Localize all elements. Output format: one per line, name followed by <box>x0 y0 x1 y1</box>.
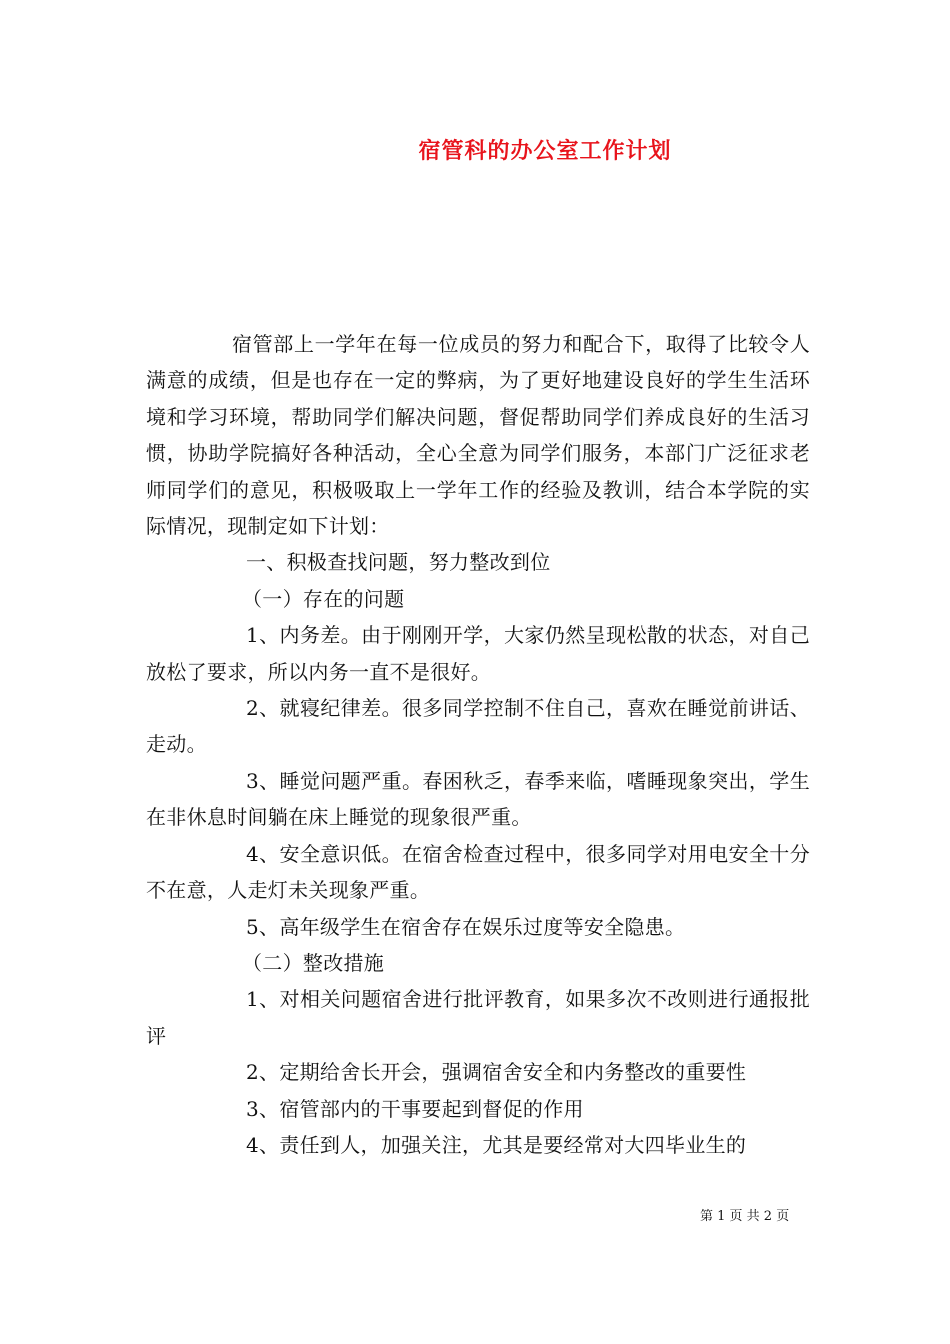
intro-paragraph: 宿管部上一学年在每一位成员的努力和配合下，取得了比较令人满意的成绩，但是也存在一定的弊病，为了更好地建设良好的学生生活环境和学习环境，帮助同学们解决问题，督促帮助同学们养成良好的生活习惯，协助学院搞好各种活动，全心全意为同学们服务，本部门广泛征求老师同学们的意见，积极吸取上一学年工作的经验及教训，结合本学院的实际情况，现制定如下计划： <box>146 332 810 539</box>
measure-item: 4、责任到人，加强关注，尤其是要经常对大四毕业生的 <box>246 1132 747 1157</box>
measure-item: 1、对相关问题宿舍进行批评教育，如果多次不改则进行通报批评 <box>146 987 810 1048</box>
section-heading: 一、积极查找问题，努力整改到位 <box>246 550 551 575</box>
problem-item: 5、高年级学生在宿舍存在娱乐过度等安全隐患。 <box>246 914 686 939</box>
document-title: 宿管科的办公室工作计划 <box>418 138 672 164</box>
problem-item: 2、就寝纪律差。很多同学控制不住自己，喜欢在睡觉前讲话、走动。 <box>146 696 810 757</box>
problem-item: 3、睡觉问题严重。春困秋乏，春季来临，嗜睡现象突出，学生在非休息时间躺在床上睡觉的现象很严重。 <box>146 768 810 830</box>
document-body <box>146 326 810 1163</box>
problem-item: 1、内务差。由于刚刚开学，大家仍然呈现松散的状态，对自己放松了要求，所以内务一直不是很好。 <box>146 623 810 684</box>
page-number: 第 1 页 共 2 页 <box>700 1209 790 1224</box>
measure-item: 3、宿管部内的干事要起到督促的作用 <box>246 1096 584 1121</box>
problem-item: 4、安全意识低。在宿舍检查过程中，很多同学对用电安全十分不在意，人走灯未关现象严重。 <box>146 841 810 903</box>
subsection-heading-problems: （一）存在的问题 <box>242 586 405 611</box>
measure-item: 2、定期给舍长开会，强调宿舍安全和内务整改的重要性 <box>246 1060 747 1085</box>
subsection-heading-measures: （二）整改措施 <box>242 950 385 975</box>
